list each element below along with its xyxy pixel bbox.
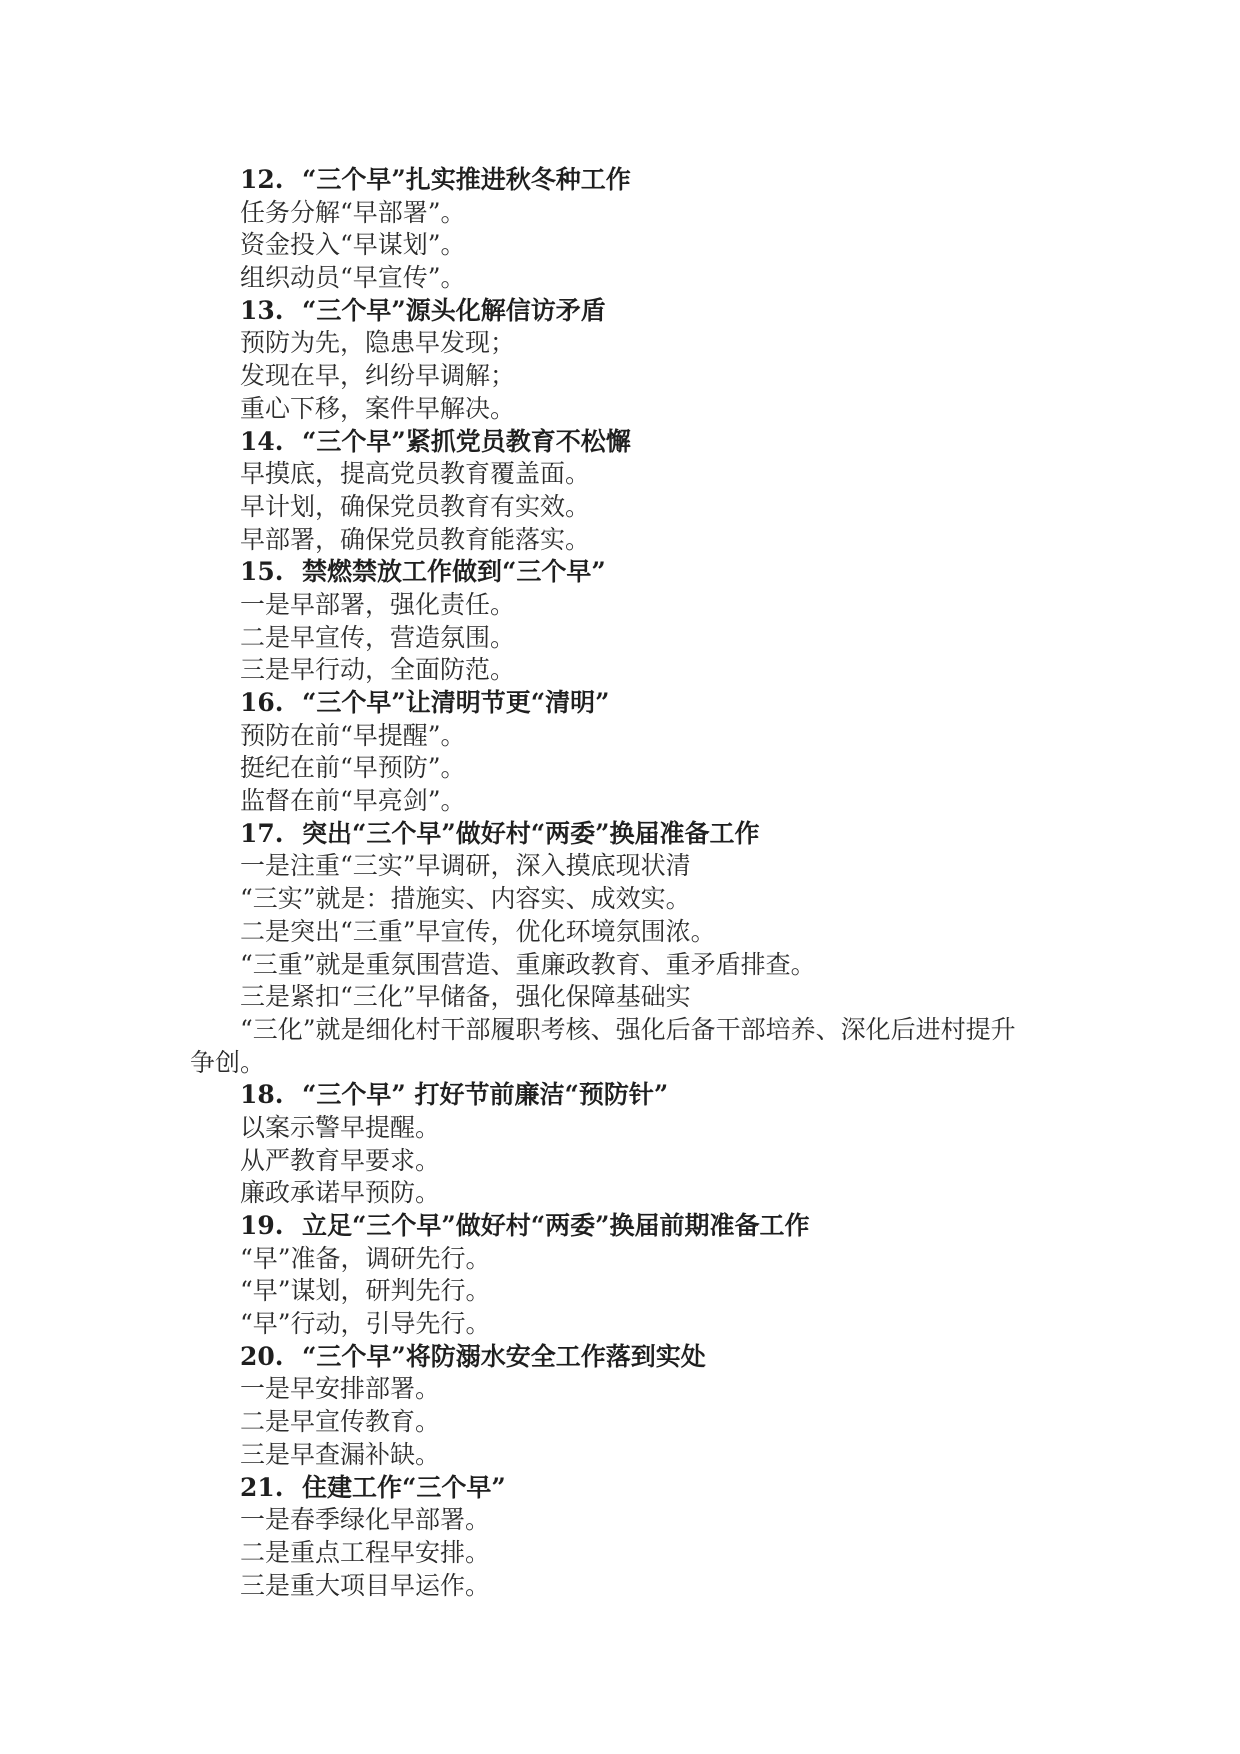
- list-item: “早”准备，调研先行。: [240, 1243, 491, 1273]
- paragraph-line: “三化”就是细化村干部履职考核、强化后备干部培养、深化后进村提升: [240, 1014, 1016, 1044]
- list-item: 一是注重“三实”早调研，深入摸底现状清: [240, 851, 691, 881]
- list-item: 早部署，确保党员教育能落实。: [240, 524, 591, 554]
- list-item: 廉政承诺早预防。: [240, 1178, 441, 1208]
- section-heading: [190, 687, 1056, 720]
- section-heading: [190, 818, 1056, 851]
- section-number: 16.: [240, 688, 284, 717]
- list-item: 资金投入“早谋划”。: [240, 230, 466, 260]
- list-item: 重心下移，案件早解决。: [240, 393, 516, 423]
- list-item: 以案示警早提醒。: [240, 1112, 441, 1142]
- list-item: 早摸底，提高党员教育覆盖面。: [240, 459, 591, 489]
- list-item: 预防为先，隐患早发现；: [240, 328, 516, 358]
- list-item: “三重”就是重氛围营造、重廉政教育、重矛盾排查。: [240, 949, 816, 979]
- section-title: “三个早”让清明节更“清明”: [302, 688, 610, 717]
- list-item: 二是重点工程早安排。: [240, 1537, 491, 1567]
- section-heading: [190, 164, 1056, 197]
- list-item: 二是早宣传教育。: [240, 1407, 441, 1437]
- section-title: “三个早”将防溺水安全工作落到实处: [302, 1341, 706, 1371]
- list-item: 预防在前“早提醒”。: [240, 720, 466, 750]
- section-number: 19.: [240, 1211, 284, 1240]
- section-title: 禁燃禁放工作做到“三个早”: [302, 557, 606, 587]
- list-item: 二是突出“三重”早宣传，优化环境氛围浓。: [240, 916, 716, 946]
- paragraph-continuation: 争创。: [190, 1047, 266, 1077]
- section-heading: [190, 1210, 1056, 1243]
- section-title: “三个早” 打好节前廉洁“预防针”: [302, 1080, 669, 1110]
- list-item: 挺纪在前“早预防”。: [240, 753, 466, 783]
- wrapped-paragraph: [190, 1014, 1056, 1079]
- list-item: 一是早部署，强化责任。: [240, 589, 516, 619]
- section-heading: [190, 1472, 1056, 1505]
- section-number: 21.: [240, 1472, 284, 1502]
- list-item: 从严教育早要求。: [240, 1145, 441, 1175]
- section-title: 突出“三个早”做好村“两委”换届准备工作: [302, 818, 760, 848]
- section-heading: [190, 295, 1056, 328]
- section-number: 17.: [240, 818, 284, 848]
- section-number: 15.: [240, 557, 284, 587]
- section-title: “三个早”扎实推进秋冬种工作: [302, 165, 631, 194]
- section-heading: [190, 556, 1056, 589]
- section-heading: [190, 1341, 1056, 1374]
- list-item: 任务分解“早部署”。: [240, 197, 466, 227]
- list-item: “早”行动，引导先行。: [240, 1309, 491, 1339]
- list-item: “早”谋划，研判先行。: [240, 1276, 491, 1306]
- list-item: 发现在早，纠纷早调解；: [240, 361, 516, 391]
- list-item: 三是早行动，全面防范。: [240, 655, 516, 685]
- list-item: “三实”就是：措施实、内容实、成效实。: [240, 884, 691, 914]
- section-heading: [190, 426, 1056, 459]
- list-item: 二是早宣传，营造氛围。: [240, 622, 516, 652]
- section-title: 住建工作“三个早”: [302, 1472, 506, 1502]
- list-item: 三是重大项目早运作。: [240, 1570, 491, 1600]
- list-item: 一是春季绿化早部署。: [240, 1505, 491, 1535]
- list-item: 三是紧扣“三化”早储备，强化保障基础实: [240, 982, 691, 1012]
- section-number: 18.: [240, 1080, 284, 1110]
- section-number: 13.: [240, 295, 284, 325]
- list-item: 组织动员“早宣传”。: [240, 263, 466, 293]
- section-title: 立足“三个早”做好村“两委”换届前期准备工作: [302, 1211, 810, 1240]
- section-number: 14.: [240, 426, 284, 456]
- section-number: 12.: [240, 165, 284, 194]
- section-title: “三个早”紧抓党员教育不松懈: [302, 426, 631, 456]
- list-item: 监督在前“早亮剑”。: [240, 786, 466, 816]
- list-item: 早计划，确保党员教育有实效。: [240, 491, 591, 521]
- list-item: 三是早查漏补缺。: [240, 1439, 441, 1469]
- section-number: 20.: [240, 1341, 284, 1371]
- section-heading: [190, 1079, 1056, 1112]
- list-item: 一是早安排部署。: [240, 1374, 441, 1404]
- section-title: “三个早”源头化解信访矛盾: [302, 295, 606, 325]
